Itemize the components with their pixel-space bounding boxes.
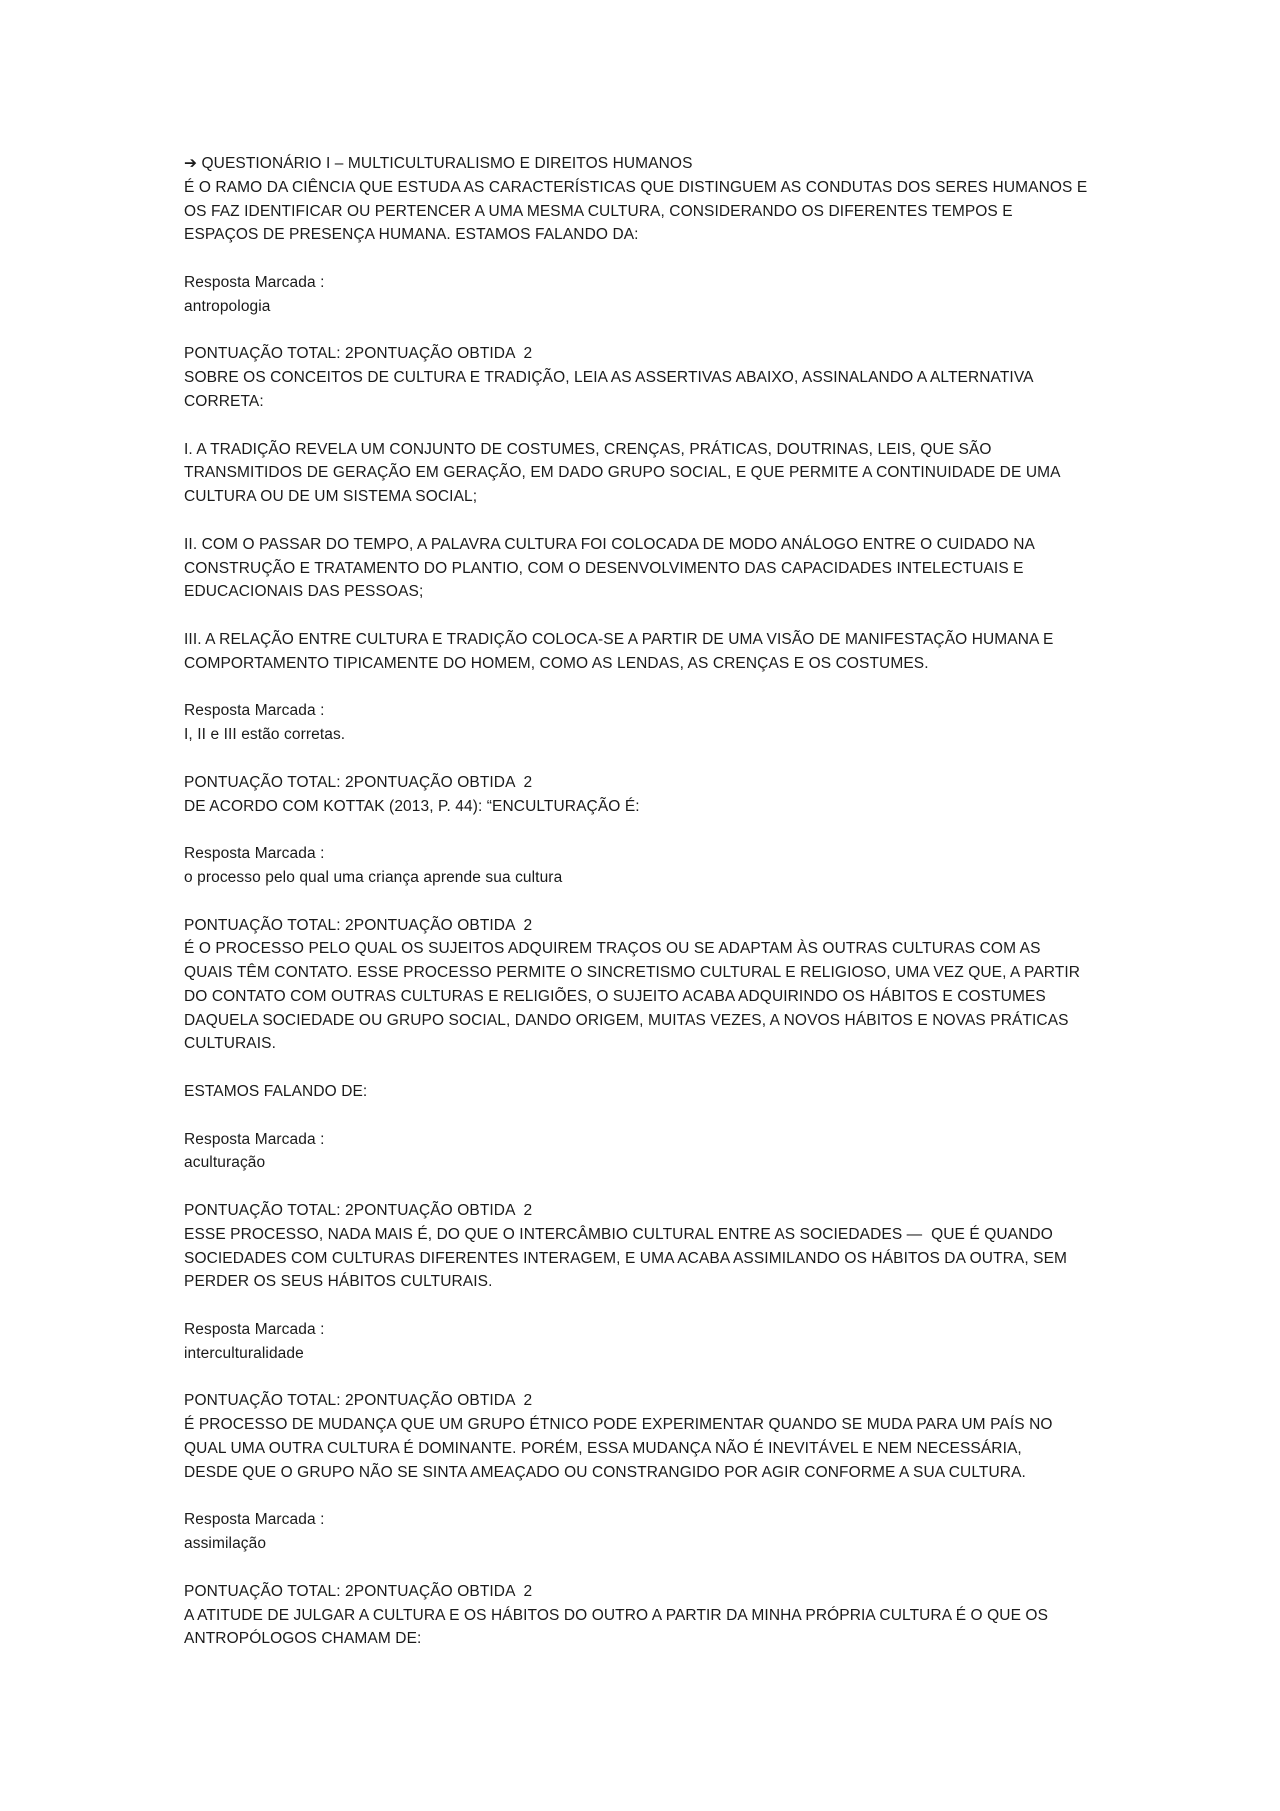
question-2-answer: I, II e III estão corretas. — [184, 726, 346, 744]
question-2-line-1: SOBRE OS CONCEITOS DE CULTURA E TRADIÇÃO, LEIA AS ASSERTIVAS ABAIXO, ASSINALANDO A ALTERNATIVA — [184, 369, 1034, 387]
marked-answer-label: Resposta Marcada : — [184, 1511, 325, 1529]
spacer — [184, 1366, 1104, 1390]
question-4-line-5: CULTURAIS. — [184, 1035, 277, 1053]
spacer — [184, 1104, 1104, 1128]
spacer — [184, 890, 1104, 914]
question-1-line-3: ESPAÇOS DE PRESENÇA HUMANA. ESTAMOS FALANDO DA: — [184, 226, 639, 244]
question-4-score: PONTUAÇÃO TOTAL: 2PONTUAÇÃO OBTIDA 2 — [184, 1202, 533, 1220]
question-2-item-1-line-1: I. A TRADIÇÃO REVELA UM CONJUNTO DE COSTUMES, CRENÇAS, PRÁTICAS, DOUTRINAS, LEIS, QUE SÃO — [184, 440, 992, 458]
question-6-line-2: QUAL UMA OUTRA CULTURA É DOMINANTE. PORÉM, ESSA MUDANÇA NÃO É INEVITÁVEL E NEM NECESSÁRIA, — [184, 1440, 1022, 1458]
spacer — [184, 818, 1104, 842]
question-3-answer: o processo pelo qual uma criança aprende sua cultura — [184, 868, 563, 886]
question-6 — [184, 1413, 1104, 1603]
document-title: ➔ QUESTIONÁRIO I – MULTICULTURALISMO E DIREITOS HUMANOS — [184, 155, 693, 172]
question-1-score: PONTUAÇÃO TOTAL: 2PONTUAÇÃO OBTIDA 2 — [184, 345, 533, 363]
marked-answer-label: Resposta Marcada : — [184, 845, 325, 863]
question-5-line-3: PERDER OS SEUS HÁBITOS CULTURAIS. — [184, 1273, 493, 1291]
spacer — [184, 509, 1104, 533]
spacer — [184, 1294, 1104, 1318]
question-2-item-1-line-3: CULTURA OU DE UM SISTEMA SOCIAL; — [184, 488, 478, 506]
question-2 — [184, 366, 1104, 794]
question-2-item-2-line-2: CONSTRUÇÃO E TRATAMENTO DO PLANTIO, COM O DESENVOLVIMENTO DAS CAPACIDADES INTELECTUAIS E — [184, 559, 1024, 577]
spacer — [184, 414, 1104, 438]
marked-answer-label: Resposta Marcada : — [184, 702, 325, 720]
question-1 — [184, 176, 1104, 366]
question-7 — [184, 1604, 1104, 1652]
question-4-prompt: ESTAMOS FALANDO DE: — [184, 1083, 368, 1101]
question-4-line-4: DAQUELA SOCIEDADE OU GRUPO SOCIAL, DANDO ORIGEM, MUITAS VEZES, A NOVOS HÁBITOS E NOVAS PRÁTICAS — [184, 1011, 1069, 1029]
question-6-answer: assimilação — [184, 1535, 267, 1553]
question-5-line-1: ESSE PROCESSO, NADA MAIS É, DO QUE O INTERCÂMBIO CULTURAL ENTRE AS SOCIEDADES — QUE É QUANDO — [184, 1225, 1053, 1243]
question-4 — [184, 937, 1104, 1223]
question-5-line-2: SOCIEDADES COM CULTURAS DIFERENTES INTERAGEM, E UMA ACABA ASSIMILANDO OS HÁBITOS DA OUTRA, SEM — [184, 1249, 1068, 1267]
question-1-line-2: OS FAZ IDENTIFICAR OU PERTENCER A UMA MESMA CULTURA, CONSIDERANDO OS DIFERENTES TEMPOS E — [184, 202, 1013, 220]
question-2-item-2-line-3: EDUCACIONAIS DAS PESSOAS; — [184, 583, 424, 601]
question-1-answer: antropologia — [184, 297, 271, 315]
question-2-item-1-line-2: TRANSMITIDOS DE GERAÇÃO EM GERAÇÃO, EM DADO GRUPO SOCIAL, E QUE PERMITE A CONTINUIDADE DE UMA — [184, 464, 1061, 482]
question-2-item-2-line-1: II. COM O PASSAR DO TEMPO, A PALAVRA CULTURA FOI COLOCADA DE MODO ANÁLOGO ENTRE O CUIDADO NA — [184, 535, 1035, 553]
question-6-line-1: É PROCESSO DE MUDANÇA QUE UM GRUPO ÉTNICO PODE EXPERIMENTAR QUANDO SE MUDA PARA UM PAÍS NO — [184, 1416, 1053, 1434]
spacer — [184, 676, 1104, 700]
question-5 — [184, 1223, 1104, 1413]
question-3-score: PONTUAÇÃO TOTAL: 2PONTUAÇÃO OBTIDA 2 — [184, 916, 533, 934]
spacer — [184, 247, 1104, 271]
question-1-line-1: É O RAMO DA CIÊNCIA QUE ESTUDA AS CARACTERÍSTICAS QUE DISTINGUEM AS CONDUTAS DOS SERES HUMANOS E — [184, 178, 1088, 196]
spacer — [184, 747, 1104, 771]
question-2-item-3-line-1: III. A RELAÇÃO ENTRE CULTURA E TRADIÇÃO COLOCA-SE A PARTIR DE UMA VISÃO DE MANIFESTAÇÃO HUMANA E — [184, 630, 1054, 648]
marked-answer-label: Resposta Marcada : — [184, 1130, 325, 1148]
spacer — [184, 1056, 1104, 1080]
question-4-answer: aculturação — [184, 1154, 266, 1172]
spacer — [184, 1175, 1104, 1199]
spacer — [184, 319, 1104, 343]
document-page — [184, 152, 1104, 1651]
spacer — [184, 604, 1104, 628]
marked-answer-label: Resposta Marcada : — [184, 1321, 325, 1339]
question-7-line-1: A ATITUDE DE JULGAR A CULTURA E OS HÁBITOS DO OUTRO A PARTIR DA MINHA PRÓPRIA CULTURA É O QUE OS — [184, 1606, 1049, 1624]
question-5-score: PONTUAÇÃO TOTAL: 2PONTUAÇÃO OBTIDA 2 — [184, 1392, 533, 1410]
marked-answer-label: Resposta Marcada : — [184, 273, 325, 291]
question-2-score: PONTUAÇÃO TOTAL: 2PONTUAÇÃO OBTIDA 2 — [184, 773, 533, 791]
question-3-line-1: DE ACORDO COM KOTTAK (2013, P. 44): “ENCULTURAÇÃO É: — [184, 797, 640, 815]
spacer — [184, 1485, 1104, 1509]
question-6-score: PONTUAÇÃO TOTAL: 2PONTUAÇÃO OBTIDA 2 — [184, 1582, 533, 1600]
question-3 — [184, 795, 1104, 938]
question-2-item-3-line-2: COMPORTAMENTO TIPICAMENTE DO HOMEM, COMO AS LENDAS, AS CRENÇAS E OS COSTUMES. — [184, 654, 929, 672]
question-7-line-2: ANTROPÓLOGOS CHAMAM DE: — [184, 1630, 422, 1648]
spacer — [184, 1556, 1104, 1580]
question-2-line-2: CORRETA: — [184, 392, 264, 410]
question-5-answer: interculturalidade — [184, 1344, 304, 1362]
question-4-line-2: QUAIS TÊM CONTATO. ESSE PROCESSO PERMITE O SINCRETISMO CULTURAL E RELIGIOSO, UMA VEZ QUE, A PARTIR — [184, 964, 1081, 982]
question-4-line-3: DO CONTATO COM OUTRAS CULTURAS E RELIGIÕES, O SUJEITO ACABA ADQUIRINDO OS HÁBITOS E COSTUMES — [184, 987, 1046, 1005]
question-6-line-3: DESDE QUE O GRUPO NÃO SE SINTA AMEAÇADO OU CONSTRANGIDO POR AGIR CONFORME A SUA CULTURA. — [184, 1463, 1026, 1481]
question-4-line-1: É O PROCESSO PELO QUAL OS SUJEITOS ADQUIREM TRAÇOS OU SE ADAPTAM ÀS OUTRAS CULTURAS COM AS — [184, 940, 1041, 958]
